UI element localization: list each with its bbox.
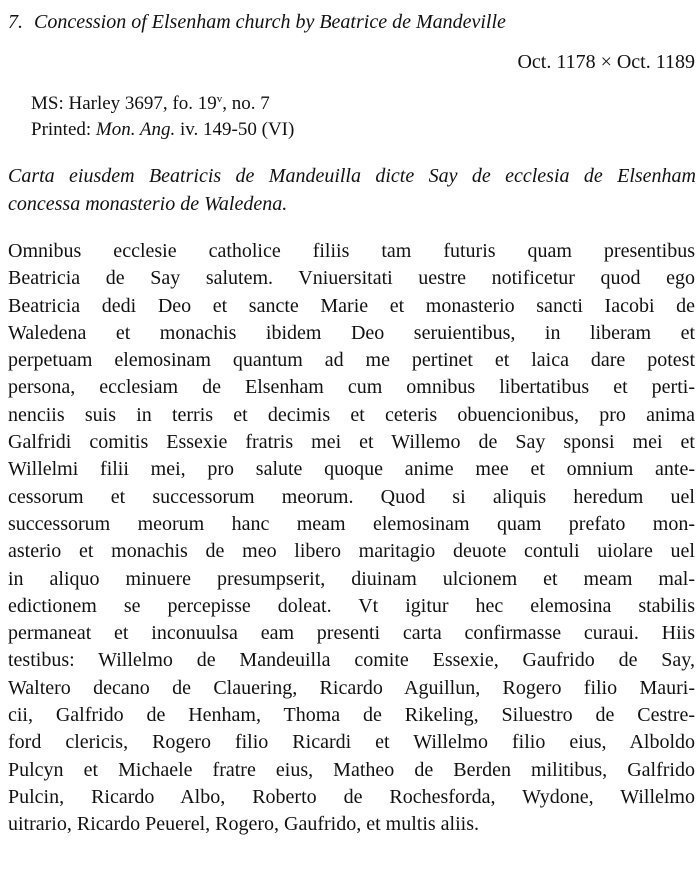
printed-edition: [31, 117, 294, 143]
charter-text-line: edictionem se percepisse doleat. Vt igitur hec elemosina stabilis: [8, 594, 695, 617]
charter-text-line: asterio et monachis de meo libero maritagio deuote contuli uiolare uel: [8, 540, 695, 563]
charter-text-line: in aliquo minuere presumpserit, diuinam ulcionem et meam mal-: [8, 567, 695, 590]
charter-text-line: Beatricia de Say salutem. Vniuersitati uestre notificetur quod ego: [8, 267, 695, 290]
charter-text-line: permaneat et inconuulsa eam presenti carta confirmasse curaui. Hiis: [8, 622, 695, 645]
charter-text-line: Waledena et monachis ibidem Deo seruientibus, in liberam et: [8, 321, 695, 344]
printed-label: Printed:: [31, 119, 96, 140]
charter-text-line: Pulcyn et Michaele fratre eius, Matheo de Berden militibus, Galfrido: [8, 758, 695, 781]
charter-text-line: Galfridi comitis Essexie fratris mei et Willemo de Say sponsi mei et: [8, 431, 695, 454]
printed-work-title: Mon. Ang.: [95, 119, 176, 140]
folio-verso-mark: v: [216, 93, 223, 105]
manuscript-info: [31, 91, 294, 143]
manuscript-number: , no. 7: [222, 93, 270, 114]
charter-number: 7.: [8, 11, 23, 33]
charter-text-line: Willelmi filii mei, pro salute quoque anime mee et omnium ante-: [8, 458, 695, 481]
charter-text-line: Pulcin, Ricardo Albo, Roberto de Rochesforda, Wydone, Willelmo: [8, 785, 695, 808]
charter-text-line: cessorum et successorum meorum. Quod si aliquis heredum uel: [8, 485, 695, 508]
charter-text-line: successorum meorum hanc meam elemosinam quam prefato mon-: [8, 512, 695, 535]
charter-heading: [8, 8, 696, 36]
charter-text-line: persona, ecclesiam de Elsenham cum omnibus libertatibus et perti-: [8, 376, 695, 399]
charter-text-line: cii, Galfrido de Henham, Thoma de Rikeling, Siluestro de Cestre-: [8, 704, 695, 727]
printed-reference: iv. 149-50 (VI): [175, 119, 295, 140]
charter-date: Oct. 1178 × Oct. 1189: [517, 51, 695, 73]
manuscript-source: [31, 91, 294, 117]
charter-text-line: Omnibus ecclesie catholice filiis tam futuris quam presentibus: [8, 240, 695, 262]
manuscript-source-text: MS: Harley 3697, fo. 19: [31, 93, 217, 114]
charter-rubric: [8, 162, 696, 218]
rubric-line: concessa monasterio de Waledena.: [8, 193, 288, 215]
charter-text-line: Beatricia dedi Deo et sancte Marie et monasterio sancti Iacobi de: [8, 294, 695, 317]
charter-text-line: Waltero decano de Clauering, Ricardo Aguillun, Rogero filio Mauri-: [8, 676, 695, 699]
rubric-line: Carta eiusdem Beatricis de Mandeuilla dicte Say de ecclesia de Elsenham: [8, 165, 696, 187]
charter-text-line: ford clericis, Rogero filio Ricardi et Willelmo filio eius, Alboldo: [8, 731, 695, 754]
charter-text-line: perpetuam elemosinam quantum ad me pertinet et laica dare potest: [8, 349, 695, 372]
charter-text: [8, 238, 695, 839]
charter-text-line: nenciis suis in terris et decimis et ceteris obuencionibus, pro anima: [8, 403, 695, 426]
charter-text-line: testibus: Willelmo de Mandeuilla comite Essexie, Gaufrido de Say,: [8, 649, 695, 672]
charter-title: Concession of Elsenham church by Beatrice de Mandeville: [34, 11, 506, 33]
charter-text-line: uitrario, Ricardo Peuerel, Rogero, Gaufrido, et multis aliis.: [8, 813, 479, 836]
